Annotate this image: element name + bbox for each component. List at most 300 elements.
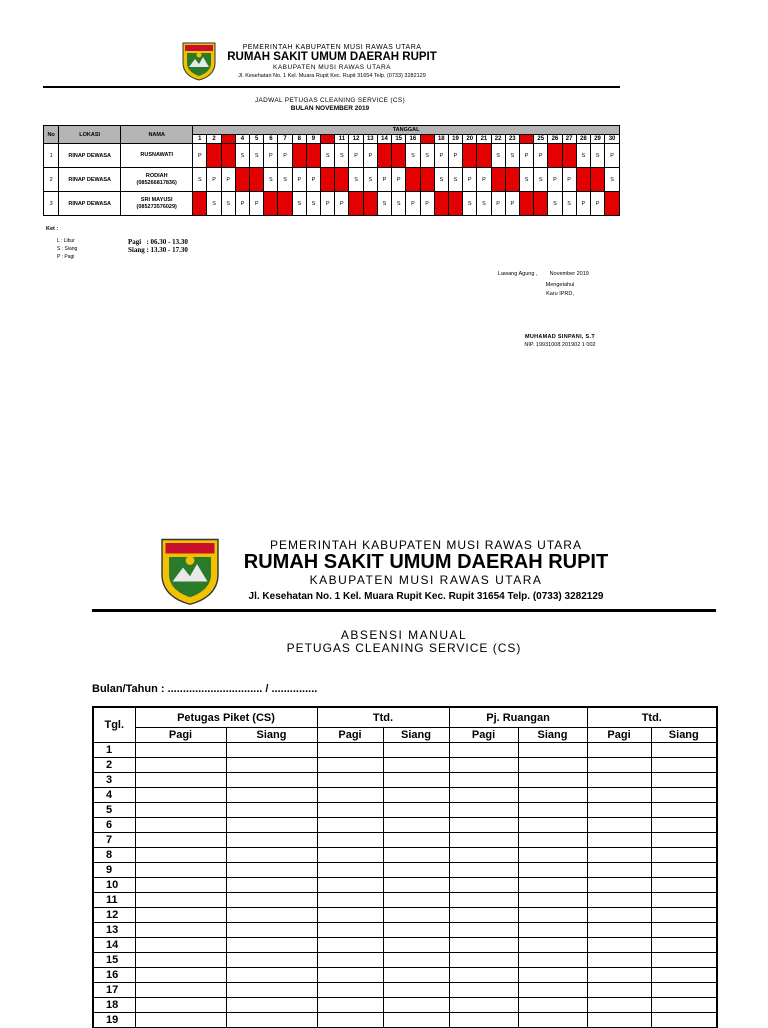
attendance-cell (135, 788, 226, 803)
schedule-row (44, 144, 620, 168)
legend-label: Ket : (46, 226, 59, 232)
attendance-cell (518, 983, 587, 998)
shift-cell: S (292, 192, 306, 216)
schedule-table (43, 125, 620, 216)
attendance-cell (651, 923, 717, 938)
header-hospital-name: RUMAH SAKIT UMUM DAERAH RUPIT (227, 51, 437, 63)
header-hospital-name: RUMAH SAKIT UMUM DAERAH RUPIT (243, 551, 609, 573)
row-nama-name: RODIAH (145, 172, 168, 179)
row-lokasi: RINAP DEWASA (59, 144, 121, 168)
attendance-cell (135, 758, 226, 773)
shift-cell: L (292, 144, 306, 168)
attendance-cell (449, 983, 518, 998)
attendance-cell (383, 953, 449, 968)
attendance-cell (226, 773, 317, 788)
attendance-cell (135, 848, 226, 863)
col-header-ttd-2: Ttd. (587, 707, 717, 728)
shift-cell: L (278, 192, 292, 216)
shift-cell: L (534, 192, 548, 216)
sub-header-pagi: Pagi (317, 728, 383, 743)
header-line3: KABUPATEN MUSI RAWAS UTARA (309, 573, 543, 587)
shift-cell: L (321, 168, 335, 192)
attendance-cell (587, 938, 651, 953)
attendance-day: 13 (93, 923, 135, 938)
day-header: 26 (548, 135, 562, 144)
attendance-row (93, 998, 717, 1013)
attendance-day: 17 (93, 983, 135, 998)
attendance-cell (317, 788, 383, 803)
row-no: 2 (44, 168, 59, 192)
attendance-cell (383, 908, 449, 923)
attendance-day: 8 (93, 848, 135, 863)
row-lokasi: RINAP DEWASA (59, 168, 121, 192)
attendance-title: ABSENSI MANUAL (340, 628, 468, 642)
attendance-row (93, 953, 717, 968)
attendance-day: 19 (93, 1013, 135, 1028)
shift-cell: S (264, 168, 278, 192)
attendance-cell (226, 908, 317, 923)
day-header: 20 (463, 135, 477, 144)
shift-cell: P (519, 144, 533, 168)
shift-cell: S (505, 144, 519, 168)
row-no: 1 (44, 144, 59, 168)
day-header: 21 (477, 135, 491, 144)
attendance-cell (383, 788, 449, 803)
col-header-tgl: Tgl. (93, 707, 135, 743)
attendance-cell (651, 863, 717, 878)
attendance-cell (449, 998, 518, 1013)
shift-cell: S (562, 192, 576, 216)
day-header: 22 (491, 135, 505, 144)
shift-cell: L (264, 192, 278, 216)
attendance-cell (587, 803, 651, 818)
shift-cell: L (590, 168, 604, 192)
attendance-cell (651, 878, 717, 893)
day-header: 29 (590, 135, 604, 144)
attendance-day: 15 (93, 953, 135, 968)
shift-cell: S (235, 144, 249, 168)
attendance-cell (317, 818, 383, 833)
attendance-cell (587, 863, 651, 878)
attendance-row (93, 743, 717, 758)
attendance-cell (226, 878, 317, 893)
attendance-cell (518, 998, 587, 1013)
col-header-tanggal: TANGGAL (193, 126, 620, 135)
attendance-cell (587, 818, 651, 833)
shift-cell: P (434, 144, 448, 168)
attendance-cell (226, 848, 317, 863)
attendance-cell (226, 893, 317, 908)
attendance-cell (518, 953, 587, 968)
shift-cell: P (477, 168, 491, 192)
row-nama-phone: (085266817836) (136, 179, 177, 186)
shift-cell: L (335, 168, 349, 192)
day-header: 13 (363, 135, 377, 144)
shift-cell: L (363, 192, 377, 216)
attendance-cell (651, 773, 717, 788)
row-lokasi: RINAP DEWASA (59, 192, 121, 216)
attendance-cell (651, 818, 717, 833)
shift-cell: S (335, 144, 349, 168)
attendance-cell (135, 983, 226, 998)
shift-hours-siang: Siang : 13.30 - 17.30 (128, 246, 188, 254)
attendance-cell (587, 908, 651, 923)
attendance-cell (518, 803, 587, 818)
attendance-day: 11 (93, 893, 135, 908)
attendance-cell (383, 983, 449, 998)
attendance-cell (135, 818, 226, 833)
shift-cell: L (193, 192, 207, 216)
attendance-cell (383, 818, 449, 833)
attendance-cell (449, 938, 518, 953)
attendance-cell (587, 848, 651, 863)
attendance-cell (651, 788, 717, 803)
shift-cell: S (406, 144, 420, 168)
attendance-cell (317, 908, 383, 923)
col-header-nama: NAMA (121, 126, 193, 144)
shift-cell: P (420, 192, 434, 216)
attendance-cell (449, 923, 518, 938)
shift-cell: P (491, 192, 505, 216)
sign-nip: NIP. 19931008 201902 1 002 (524, 342, 596, 348)
day-header: 16 (406, 135, 420, 144)
shift-cell: P (335, 192, 349, 216)
legend-siang: S : Siang (57, 246, 78, 252)
attendance-cell (317, 803, 383, 818)
attendance-cell (226, 968, 317, 983)
shift-cell: S (519, 168, 533, 192)
attendance-cell (383, 773, 449, 788)
attendance-subtitle: PETUGAS CLEANING SERVICE (CS) (286, 641, 522, 655)
attendance-cell (317, 848, 383, 863)
attendance-cell (317, 998, 383, 1013)
col-header-pj-ruangan: Pj. Ruangan (449, 707, 587, 728)
attendance-cell (651, 998, 717, 1013)
day-header: 12 (349, 135, 363, 144)
shift-cell: P (590, 192, 604, 216)
shift-cell: P (321, 192, 335, 216)
attendance-cell (449, 788, 518, 803)
shift-cell: L (235, 168, 249, 192)
header-line1: PEMERINTAH KABUPATEN MUSI RAWAS UTARA (242, 44, 422, 51)
attendance-day: 18 (93, 998, 135, 1013)
shift-cell: S (306, 192, 320, 216)
attendance-cell (135, 1013, 226, 1028)
shift-cell: S (576, 144, 590, 168)
attendance-day: 6 (93, 818, 135, 833)
attendance-row (93, 968, 717, 983)
sub-header-siang: Siang (226, 728, 317, 743)
sub-header-pagi: Pagi (135, 728, 226, 743)
attendance-cell (651, 1013, 717, 1028)
attendance-cell (226, 758, 317, 773)
header-divider (92, 609, 716, 612)
schedule-row (44, 168, 620, 192)
attendance-cell (449, 773, 518, 788)
attendance-cell (226, 743, 317, 758)
shift-cell: P (235, 192, 249, 216)
shift-cell: P (534, 144, 548, 168)
shift-cell: P (392, 168, 406, 192)
shift-cell: S (548, 192, 562, 216)
attendance-cell (135, 923, 226, 938)
shift-cell: P (505, 192, 519, 216)
attendance-cell (383, 1013, 449, 1028)
sub-header-siang: Siang (518, 728, 587, 743)
shift-cell: S (349, 168, 363, 192)
attendance-cell (383, 923, 449, 938)
shift-cell: L (221, 144, 235, 168)
shift-cell: L (491, 168, 505, 192)
attendance-cell (651, 908, 717, 923)
attendance-cell (135, 833, 226, 848)
attendance-cell (449, 953, 518, 968)
attendance-cell (383, 878, 449, 893)
sign-name: MUHAMAD SINPANI, S.T (524, 334, 596, 340)
attendance-cell (226, 938, 317, 953)
attendance-cell (135, 863, 226, 878)
attendance-cell (587, 923, 651, 938)
day-header: 11 (335, 135, 349, 144)
row-nama (121, 192, 193, 216)
shift-cell: S (193, 168, 207, 192)
attendance-day: 4 (93, 788, 135, 803)
shift-cell: S (420, 144, 434, 168)
day-header: 25 (534, 135, 548, 144)
shift-cell: P (548, 168, 562, 192)
attendance-row (93, 833, 717, 848)
attendance-cell (226, 1013, 317, 1028)
hospital-logo-icon (157, 536, 223, 606)
attendance-cell (518, 848, 587, 863)
attendance-cell (518, 818, 587, 833)
day-header: 23 (505, 135, 519, 144)
attendance-row (93, 893, 717, 908)
shift-cell: P (193, 144, 207, 168)
header-address: Jl. Kesehatan No. 1 Kel. Muara Rupit Kec. Rupit 31654 Telp. (0733) 3282129 (248, 591, 604, 602)
attendance-cell (383, 938, 449, 953)
attendance-cell (587, 1013, 651, 1028)
shift-cell: P (349, 144, 363, 168)
attendance-cell (317, 953, 383, 968)
col-header-lokasi: LOKASI (59, 126, 121, 144)
shift-cell: P (221, 168, 235, 192)
attendance-row (93, 848, 717, 863)
attendance-cell (449, 758, 518, 773)
attendance-cell (651, 938, 717, 953)
attendance-cell (449, 743, 518, 758)
shift-cell: S (463, 192, 477, 216)
attendance-day: 16 (93, 968, 135, 983)
attendance-cell (317, 983, 383, 998)
header-address: Jl. Kesehatan No. 1 Kel. Muara Rupit Kec. Rupit 31654 Telp. (0733) 3282129 (238, 73, 426, 79)
shift-cell: P (377, 168, 391, 192)
attendance-cell (518, 968, 587, 983)
schedule-title: JADWAL PETUGAS CLEANING SERVICE (CS) (255, 97, 405, 104)
attendance-cell (226, 923, 317, 938)
shift-cell: P (292, 168, 306, 192)
attendance-cell (226, 863, 317, 878)
bulan-tahun-field: Bulan/Tahun : ............................... / ............... (92, 683, 318, 695)
attendance-cell (226, 833, 317, 848)
attendance-cell (449, 833, 518, 848)
attendance-cell (135, 803, 226, 818)
attendance-cell (651, 833, 717, 848)
attendance-cell (317, 878, 383, 893)
sign-place-date: Lawang Agung , November 2019 (498, 271, 589, 277)
header-line1: PEMERINTAH KABUPATEN MUSI RAWAS UTARA (270, 538, 582, 552)
attendance-cell (587, 983, 651, 998)
attendance-cell (317, 923, 383, 938)
shift-cell: P (264, 144, 278, 168)
attendance-cell (226, 998, 317, 1013)
attendance-cell (226, 983, 317, 998)
day-header: 8 (292, 135, 306, 144)
shift-cell: P (306, 168, 320, 192)
shift-cell: L (434, 192, 448, 216)
attendance-cell (651, 983, 717, 998)
attendance-cell (587, 833, 651, 848)
attendance-cell (651, 743, 717, 758)
attendance-cell (449, 848, 518, 863)
attendance-row (93, 788, 717, 803)
shift-cell: S (605, 168, 620, 192)
col-header-no: No (44, 126, 59, 144)
attendance-cell (383, 758, 449, 773)
attendance-day: 1 (93, 743, 135, 758)
row-nama (121, 168, 193, 192)
attendance-cell (226, 953, 317, 968)
day-header: 27 (562, 135, 576, 144)
attendance-cell (383, 893, 449, 908)
day-header: 7 (278, 135, 292, 144)
shift-cell: L (392, 144, 406, 168)
attendance-cell (518, 773, 587, 788)
shift-cell: P (207, 168, 221, 192)
attendance-cell (383, 848, 449, 863)
day-header: 4 (235, 135, 249, 144)
attendance-cell (135, 968, 226, 983)
attendance-cell (587, 953, 651, 968)
attendance-day: 5 (93, 803, 135, 818)
day-header: 1 (193, 135, 207, 144)
shift-cell: L (463, 144, 477, 168)
shift-cell: L (548, 144, 562, 168)
shift-cell: S (250, 144, 264, 168)
attendance-row (93, 1013, 717, 1028)
attendance-cell (135, 938, 226, 953)
attendance-cell (383, 968, 449, 983)
attendance-row (93, 908, 717, 923)
attendance-cell (317, 758, 383, 773)
attendance-day: 9 (93, 863, 135, 878)
attendance-cell (518, 878, 587, 893)
attendance-cell (449, 1013, 518, 1028)
attendance-cell (226, 818, 317, 833)
attendance-cell (449, 878, 518, 893)
shift-cell: S (377, 192, 391, 216)
attendance-row (93, 818, 717, 833)
shift-cell: L (519, 192, 533, 216)
attendance-cell (518, 938, 587, 953)
shift-cell: L (306, 144, 320, 168)
shift-cell: P (363, 144, 377, 168)
shift-cell: S (321, 144, 335, 168)
col-header-ttd-1: Ttd. (317, 707, 449, 728)
attendance-cell (587, 773, 651, 788)
attendance-cell (518, 833, 587, 848)
attendance-day: 3 (93, 773, 135, 788)
attendance-cell (651, 758, 717, 773)
day-header: 2 (207, 135, 221, 144)
legend-pagi: P : Pagi (57, 254, 75, 260)
attendance-day: 12 (93, 908, 135, 923)
attendance-cell (135, 743, 226, 758)
shift-cell: S (448, 168, 462, 192)
attendance-cell (587, 758, 651, 773)
attendance-cell (518, 758, 587, 773)
attendance-cell (135, 773, 226, 788)
shift-cell: L (477, 144, 491, 168)
shift-cell: L (505, 168, 519, 192)
sub-header-pagi: Pagi (587, 728, 651, 743)
attendance-cell (449, 893, 518, 908)
attendance-cell (651, 803, 717, 818)
attendance-day: 10 (93, 878, 135, 893)
attendance-cell (518, 893, 587, 908)
sub-header-pagi: Pagi (449, 728, 518, 743)
day-header: 5 (250, 135, 264, 144)
day-header: 6 (264, 135, 278, 144)
attendance-cell (317, 833, 383, 848)
attendance-cell (226, 788, 317, 803)
shift-cell: L (562, 144, 576, 168)
attendance-cell (317, 968, 383, 983)
attendance-cell (383, 803, 449, 818)
legend-libur: L : Libur (57, 238, 75, 244)
attendance-row (93, 983, 717, 998)
attendance-day: 2 (93, 758, 135, 773)
row-nama-name: RUSNAWATI (140, 152, 173, 158)
shift-cell: P (448, 144, 462, 168)
attendance-cell (587, 893, 651, 908)
day-header: 19 (448, 135, 462, 144)
attendance-cell (651, 968, 717, 983)
header-line3: KABUPATEN MUSI RAWAS UTARA (273, 64, 391, 71)
shift-cell: L (349, 192, 363, 216)
shift-cell: L (576, 168, 590, 192)
attendance-cell (226, 803, 317, 818)
row-nama-phone: (085273576029) (136, 203, 177, 210)
attendance-cell (383, 833, 449, 848)
attendance-cell (651, 953, 717, 968)
attendance-cell (449, 803, 518, 818)
shift-cell: S (363, 168, 377, 192)
attendance-row (93, 773, 717, 788)
shift-cell: S (477, 192, 491, 216)
shift-cell: P (250, 192, 264, 216)
attendance-cell (587, 968, 651, 983)
attendance-cell (383, 743, 449, 758)
shift-cell: S (491, 144, 505, 168)
attendance-cell (587, 998, 651, 1013)
header-divider (43, 86, 620, 88)
attendance-row (93, 803, 717, 818)
attendance-cell (135, 893, 226, 908)
shift-cell: S (434, 168, 448, 192)
schedule-subtitle: BULAN NOVEMBER 2019 (290, 105, 370, 112)
attendance-cell (383, 863, 449, 878)
